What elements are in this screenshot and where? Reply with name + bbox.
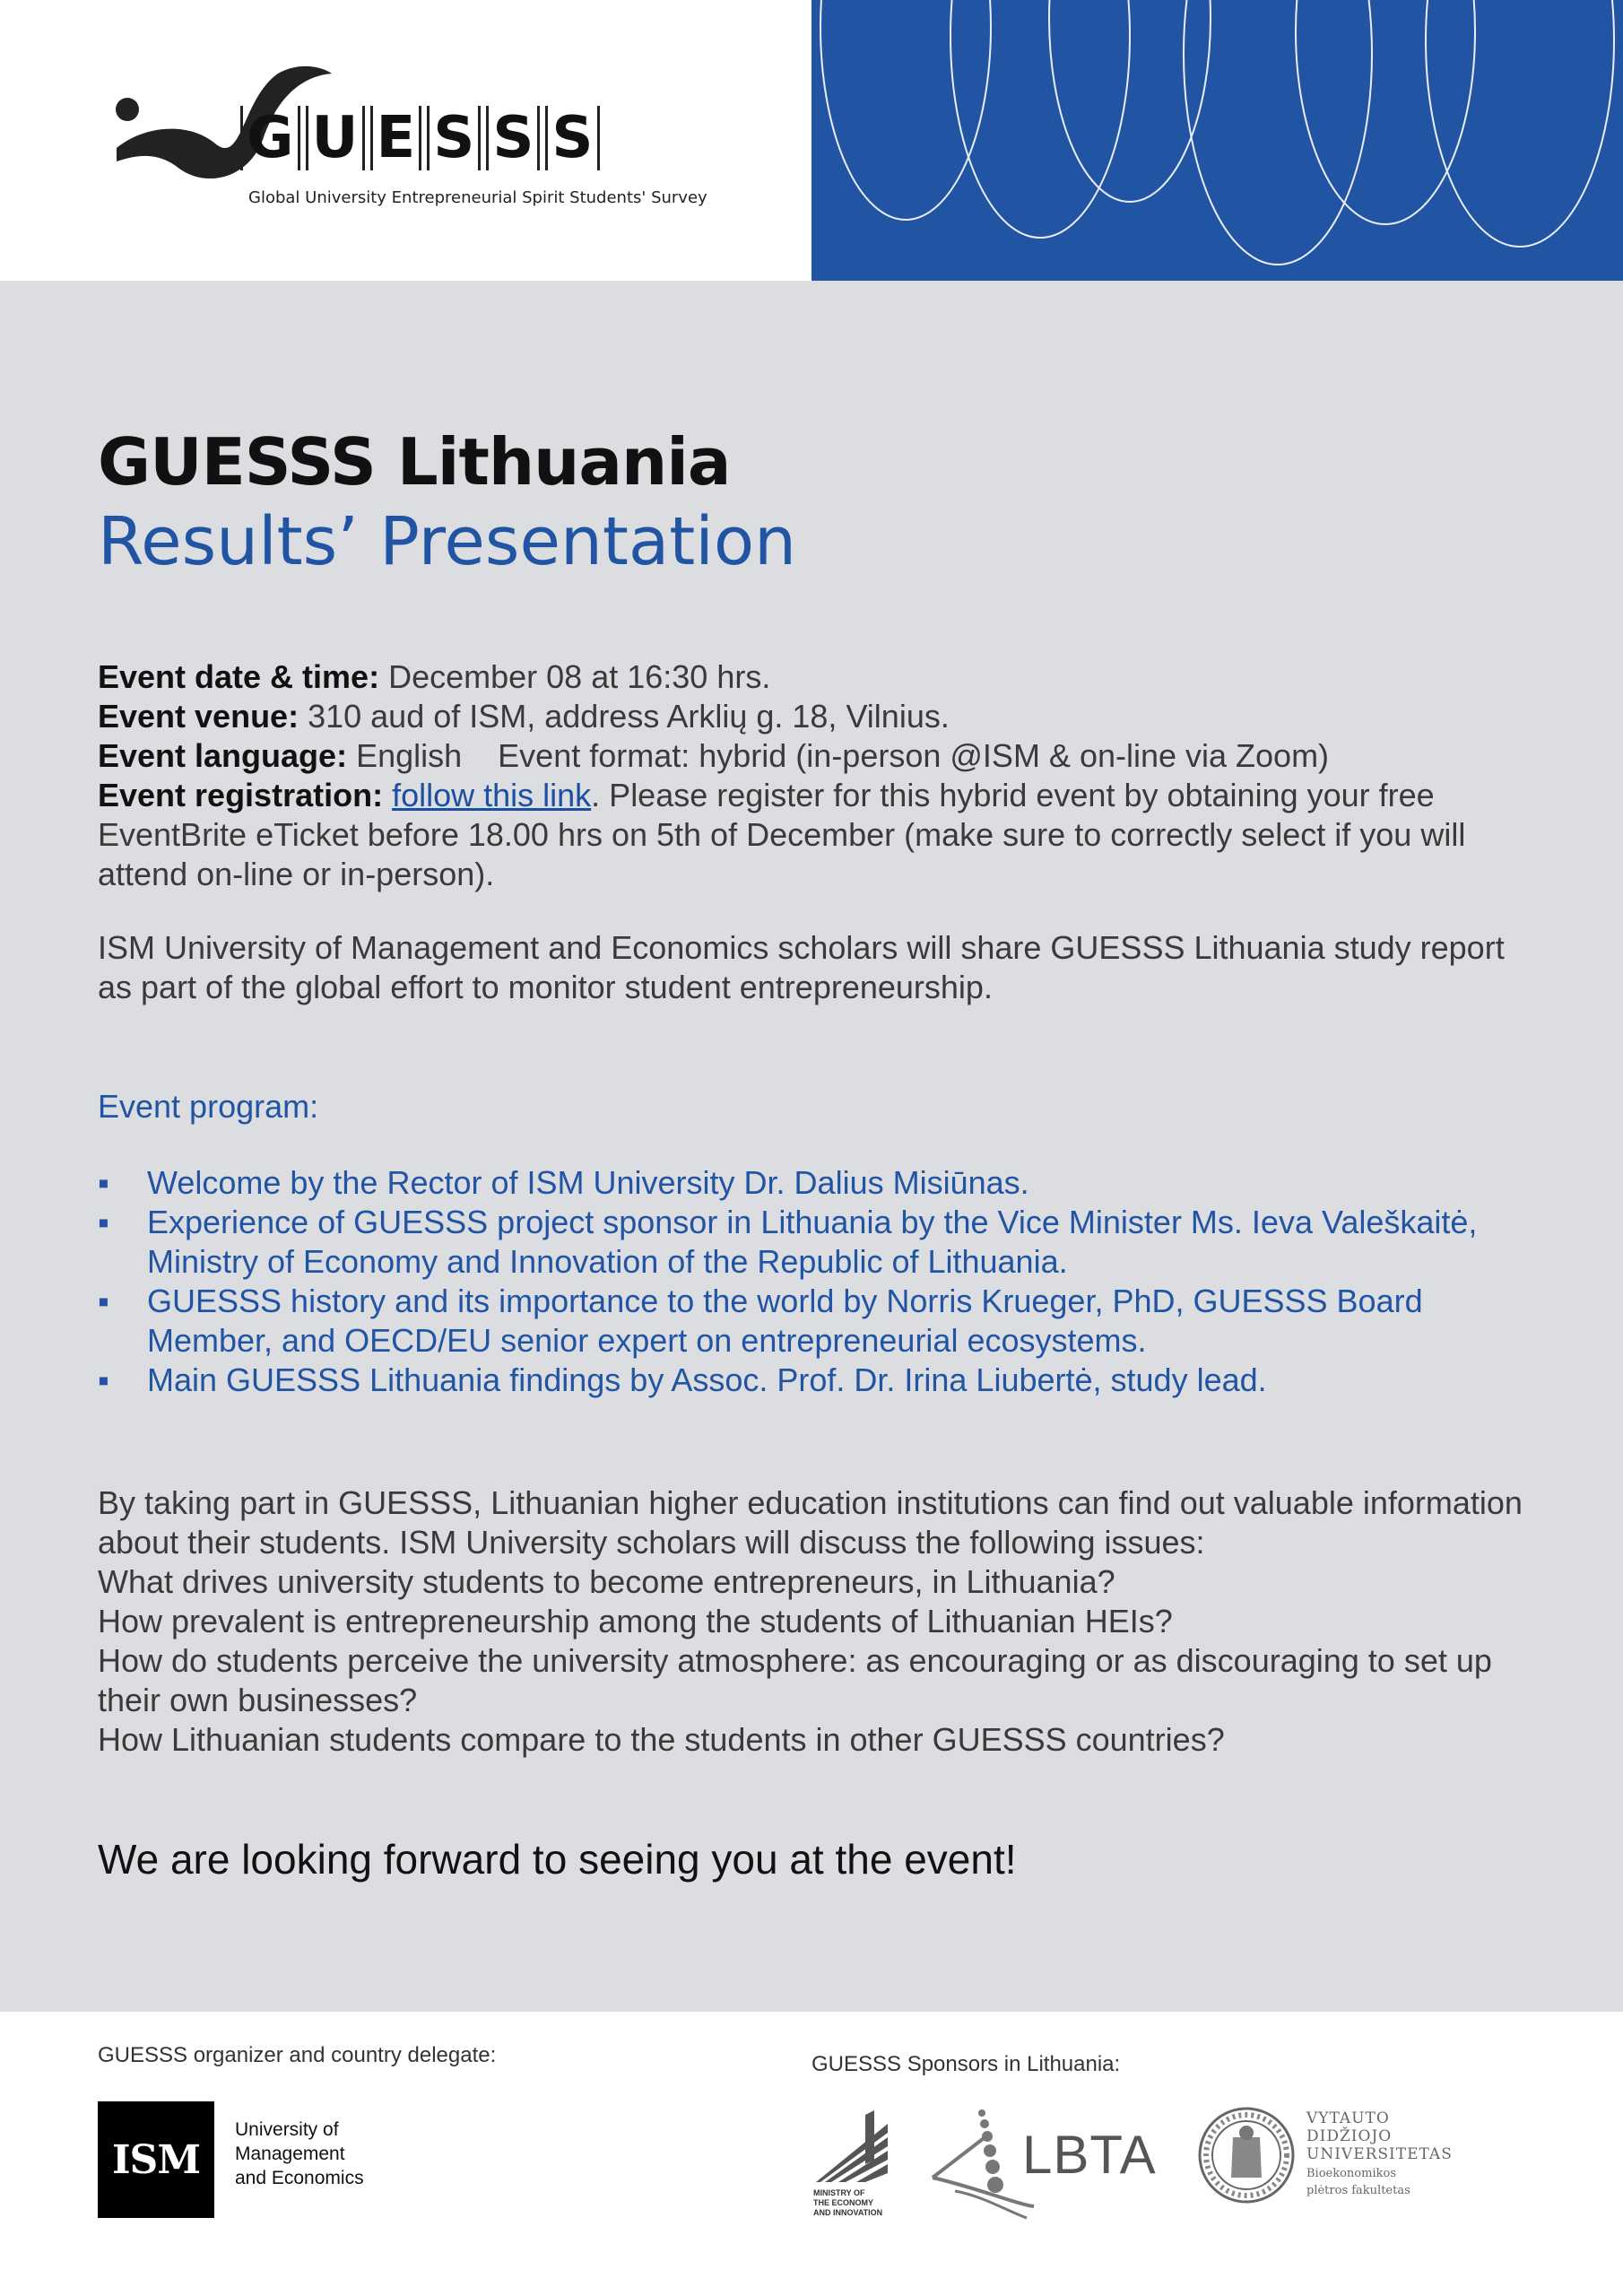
guesss-logo bbox=[0, 0, 812, 281]
logo-letter: G bbox=[240, 106, 300, 170]
ellipse-pattern-decoration bbox=[812, 0, 1623, 281]
ism-name bbox=[235, 2118, 364, 2190]
event-date-label: Event date & time: bbox=[98, 658, 380, 695]
program-item-text: Experience of GUESSS project sponsor in Lithuania by the Vice Minister Ms. Ieva Valeškaitė, Ministry of Economy and Innovation of the Republic of Lithuania. bbox=[147, 1204, 1478, 1280]
ism-name-line: University of bbox=[235, 2119, 339, 2140]
vdu-seal-icon bbox=[1197, 2106, 1296, 2205]
vdu-logo bbox=[1197, 2106, 1453, 2222]
intro-paragraph: ISM University of Management and Economics scholars will share GUESSS Lithuania study report as part of the global effort to monitor student entrepreneurship. bbox=[98, 929, 1505, 1005]
footer bbox=[0, 2012, 1623, 2296]
event-registration-text: . Please register for this hybrid event by obtaining your free EventBrite eTicket before 18.00 hrs on 5th of December (make sure to correctly select if you will attend on-line or in-person). bbox=[98, 777, 1466, 892]
event-venue-label: Event venue: bbox=[98, 698, 299, 735]
issue-question: What drives university students to become entrepreneurs, in Lithuania? bbox=[98, 1563, 1115, 1600]
discussion-issues bbox=[98, 1483, 1532, 1760]
organizer-label: GUESSS organizer and country delegate: bbox=[98, 2043, 497, 2067]
event-language-value: English bbox=[356, 737, 463, 774]
program-list bbox=[98, 1163, 1532, 1400]
ism-name-line: Management bbox=[235, 2144, 345, 2164]
logo-letter: S bbox=[427, 106, 481, 170]
program-heading: Event program: bbox=[98, 1088, 319, 1125]
ministry-logo bbox=[812, 2106, 897, 2231]
event-date-line bbox=[98, 657, 1532, 697]
bullet-icon: ▪ bbox=[98, 1164, 109, 1201]
logo-letter: S bbox=[545, 106, 599, 170]
bullet-icon: ▪ bbox=[98, 1361, 109, 1398]
issue-question: How prevalent is entrepreneurship among the students of Lithuanian HEIs? bbox=[98, 1603, 1173, 1639]
ministry-name bbox=[813, 2188, 882, 2218]
logo-letter: U bbox=[306, 106, 365, 170]
registration-link[interactable]: follow this link bbox=[392, 777, 592, 813]
vdu-faculty-line: plėtros fakultetas bbox=[1306, 2184, 1410, 2197]
page-title: GUESSS Lithuania bbox=[98, 424, 731, 500]
issue-question: How Lithuanian students compare to the students in other GUESSS countries? bbox=[98, 1721, 1225, 1758]
vdu-name-line: DIDŽIOJO bbox=[1306, 2127, 1393, 2145]
vdu-faculty-line: Bioekonomikos bbox=[1306, 2167, 1396, 2180]
program-item-text: Main GUESSS Lithuania findings by Assoc. Prof. Dr. Irina Liubertė, study lead. bbox=[147, 1361, 1267, 1398]
header-decoration bbox=[812, 0, 1623, 281]
event-details bbox=[98, 657, 1532, 894]
page-subtitle: Results’ Presentation bbox=[98, 503, 796, 580]
program-item-text: Welcome by the Rector of ISM University Dr. Dalius Misiūnas. bbox=[147, 1164, 1029, 1201]
logo-letter: E bbox=[370, 106, 422, 170]
bullet-icon: ▪ bbox=[98, 1204, 109, 1240]
ministry-name-line: MINISTRY OF bbox=[813, 2188, 865, 2197]
ministry-name-line: THE ECONOMY bbox=[813, 2198, 874, 2207]
event-date-value: December 08 at 16:30 hrs. bbox=[388, 658, 771, 695]
ism-name-line: and Economics bbox=[235, 2168, 364, 2188]
issue-question: How do students perceive the university atmosphere: as encouraging or as discouraging to set up their own businesses? bbox=[98, 1642, 1492, 1718]
program-item bbox=[98, 1163, 1532, 1203]
event-language-label: Event language: bbox=[98, 737, 348, 774]
main-panel bbox=[0, 281, 1623, 2012]
vdu-name-line: VYTAUTO bbox=[1306, 2109, 1390, 2127]
event-format-value: Event format: hybrid (in-person @ISM & on-line via Zoom) bbox=[498, 737, 1330, 774]
header bbox=[0, 0, 1623, 281]
vdu-name-line: UNIVERSITETAS bbox=[1306, 2145, 1453, 2163]
logo-tagline: Global University Entrepreneurial Spirit Students' Survey bbox=[248, 188, 707, 207]
lbta-wordmark: LBTA bbox=[1022, 2125, 1157, 2185]
event-registration-line bbox=[98, 776, 1532, 894]
event-venue-line bbox=[98, 697, 1532, 736]
event-venue-value: 310 aud of ISM, address Arklių g. 18, Vilnius. bbox=[308, 698, 950, 735]
ism-logo: ISM bbox=[98, 2101, 214, 2218]
program-item bbox=[98, 1361, 1532, 1400]
ministry-name-line: AND INNOVATION bbox=[813, 2208, 883, 2217]
guesss-wordmark bbox=[240, 106, 600, 170]
event-language-line bbox=[98, 736, 1532, 776]
lbta-emblem-icon bbox=[928, 2106, 1036, 2222]
sponsors-label: GUESSS Sponsors in Lithuania: bbox=[812, 2052, 1121, 2076]
issues-intro: By taking part in GUESSS, Lithuanian higher education institutions can find out valuable information about their students. ISM University scholars will discuss the following issues: bbox=[98, 1484, 1523, 1561]
logo-letter: S bbox=[486, 106, 540, 170]
event-registration-label: Event registration: bbox=[98, 777, 384, 813]
vdu-name bbox=[1306, 2109, 1453, 2197]
closing-message: We are looking forward to seeing you at the event! bbox=[98, 1836, 1017, 1883]
lbta-logo bbox=[928, 2106, 1161, 2222]
program-item-text: GUESSS history and its importance to the world by Norris Krueger, PhD, GUESSS Board Member, and OECD/EU senior expert on entrepreneurial ecosystems. bbox=[147, 1283, 1423, 1359]
program-item bbox=[98, 1282, 1532, 1361]
program-item bbox=[98, 1203, 1532, 1282]
ministry-emblem-icon bbox=[812, 2106, 892, 2187]
bullet-icon: ▪ bbox=[98, 1283, 109, 1319]
